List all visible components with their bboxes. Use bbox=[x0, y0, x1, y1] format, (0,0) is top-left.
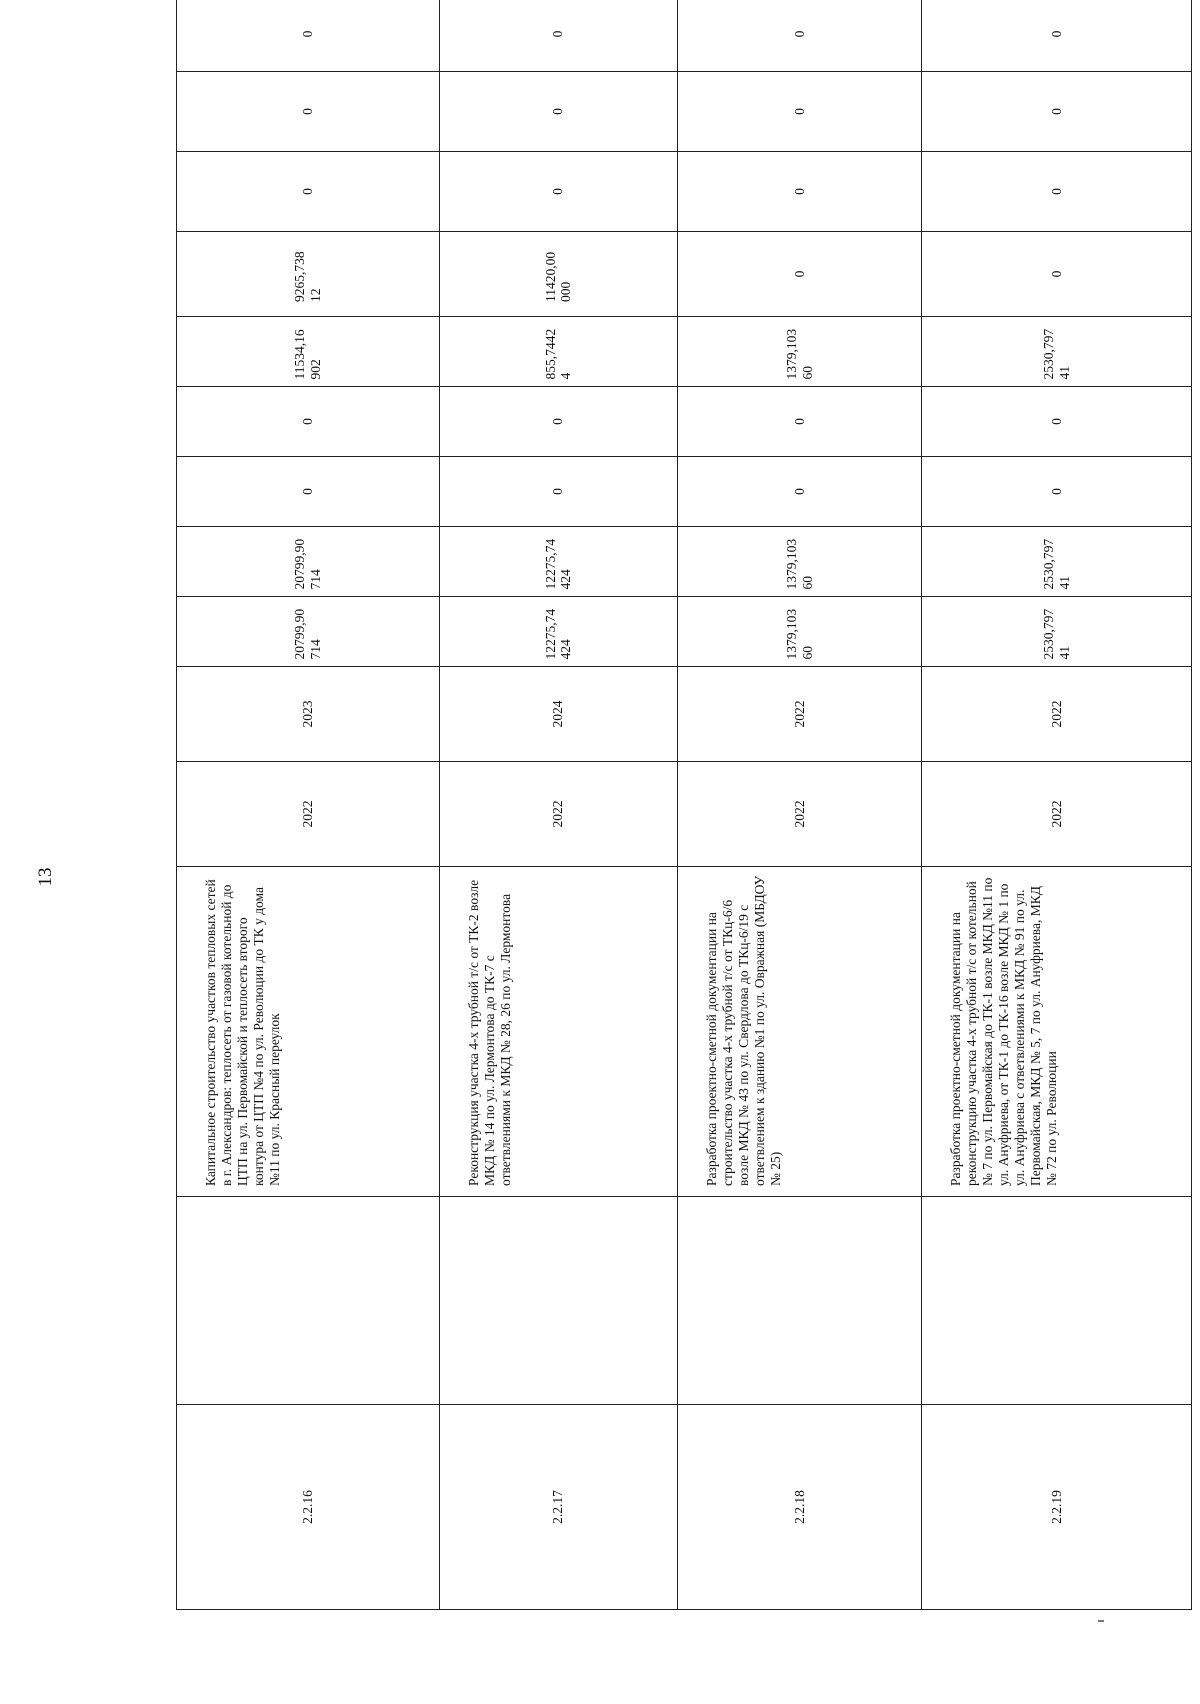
value-cell bbox=[177, 387, 440, 457]
value-text: 1379,10360 bbox=[783, 538, 815, 590]
row-number-cell: 2.2.19 bbox=[922, 1405, 1192, 1610]
year-end-cell: 2022 bbox=[678, 667, 922, 762]
value-text: 12275,74424 bbox=[542, 608, 574, 660]
value-text: 2530,79741 bbox=[1040, 608, 1072, 660]
value-text: 0 bbox=[550, 188, 566, 195]
value-cell bbox=[439, 72, 677, 152]
year-start-cell: 2022 bbox=[439, 762, 677, 867]
value-cell bbox=[439, 597, 677, 667]
value-text: 0 bbox=[550, 30, 566, 38]
measure-name-cell: Разработка проектно-сметной документации на реконструкцию участка 4-х трубной т/с от котельной № 7 по ул. Первомайская до ТК-1 возле МКД №11 по ул. Ануфриева, от ТК-1 до ТК-16 возле МКД № 1 по ул. Ануфриева с ответвлениями к МКД № 91 по ул. Первомайская, МКД № 5, 7 по ул. Ануфриева, МКД № 72 по ул. Революции bbox=[922, 867, 1192, 1197]
value-cell bbox=[922, 387, 1192, 457]
value-cell bbox=[678, 152, 922, 232]
empty-cell bbox=[678, 1197, 922, 1405]
value-text: 0 bbox=[550, 418, 566, 425]
value-text: 0 bbox=[791, 108, 807, 115]
value-cell bbox=[439, 232, 677, 317]
value-text: 11534,16902 bbox=[291, 329, 323, 380]
value-text: 0 bbox=[299, 188, 315, 195]
value-cell bbox=[177, 527, 440, 597]
value-text: 0 bbox=[791, 30, 807, 38]
year-end-cell: 2022 bbox=[922, 667, 1192, 762]
value-text: 20799,90714 bbox=[291, 538, 323, 590]
value-text: 0 bbox=[299, 488, 315, 495]
value-text: 0 bbox=[1048, 30, 1064, 38]
value-cell bbox=[678, 0, 922, 72]
scan-mark bbox=[1098, 1620, 1104, 1622]
value-cell bbox=[678, 387, 922, 457]
value-text: 0 bbox=[550, 108, 566, 115]
value-text: 1379,10360 bbox=[783, 608, 815, 660]
empty-cell bbox=[439, 1197, 677, 1405]
year-start-cell: 2022 bbox=[177, 762, 440, 867]
value-text: 0 bbox=[299, 30, 315, 38]
value-cell bbox=[177, 0, 440, 72]
value-cell bbox=[439, 527, 677, 597]
value-text: 0 bbox=[299, 418, 315, 425]
value-cell bbox=[922, 232, 1192, 317]
value-cell bbox=[177, 597, 440, 667]
value-cell bbox=[922, 317, 1192, 387]
value-cell bbox=[439, 317, 677, 387]
value-cell bbox=[177, 457, 440, 527]
measure-name-cell: Разработка проектно-сметной документации на строительство участка 4-х трубной т/с от ТКц-6/6 возле МКД № 43 по ул. Свердлова до ТКц-6/19 с ответвлением к зданию №1 по ул. Овражная (МБДОУ № 25) bbox=[678, 867, 922, 1197]
row-number-cell: 2.2.18 bbox=[678, 1405, 922, 1610]
empty-cell bbox=[177, 1197, 440, 1405]
table-row bbox=[922, 0, 1192, 1610]
value-text: 0 bbox=[1048, 488, 1064, 495]
value-cell bbox=[678, 72, 922, 152]
year-end-cell: 2023 bbox=[177, 667, 440, 762]
value-text: 0 bbox=[1048, 108, 1064, 115]
value-text: 20799,90714 bbox=[291, 608, 323, 660]
value-text: 0 bbox=[791, 488, 807, 495]
value-text: 0 bbox=[550, 488, 566, 495]
page-number: 13 bbox=[35, 867, 56, 887]
value-text: 0 bbox=[791, 270, 807, 278]
row-number-cell: 2.2.16 bbox=[177, 1405, 440, 1610]
program-measures-table bbox=[176, 0, 1192, 1610]
value-cell bbox=[678, 527, 922, 597]
value-cell bbox=[678, 232, 922, 317]
value-cell bbox=[439, 457, 677, 527]
value-cell bbox=[678, 457, 922, 527]
value-cell bbox=[177, 232, 440, 317]
measure-name-cell: Капитальное строительство участков тепловых сетей в г. Александров: теплосеть от газовой котельной до ЦТП на ул. Первомайской и теплосеть второго контура от ЦТП №4 по ул. Революции до ТК у дома №11 по ул. Красный переулок bbox=[177, 867, 440, 1197]
value-text: 855,74424 bbox=[542, 328, 574, 380]
value-cell bbox=[439, 0, 677, 72]
value-cell bbox=[922, 527, 1192, 597]
value-text: 0 bbox=[791, 418, 807, 425]
empty-cell bbox=[922, 1197, 1192, 1405]
value-cell bbox=[439, 387, 677, 457]
value-text: 1379,10360 bbox=[783, 328, 815, 380]
value-text: 0 bbox=[1048, 418, 1064, 425]
value-cell bbox=[678, 597, 922, 667]
table-row bbox=[678, 0, 922, 1610]
value-cell bbox=[922, 597, 1192, 667]
value-cell bbox=[922, 72, 1192, 152]
value-text: 9265,73812 bbox=[291, 251, 323, 302]
value-cell bbox=[922, 152, 1192, 232]
year-start-cell: 2022 bbox=[678, 762, 922, 867]
rotated-table-container bbox=[176, 30, 1192, 1610]
value-text: 2530,79741 bbox=[1040, 328, 1072, 380]
value-text: 12275,74424 bbox=[542, 538, 574, 590]
value-cell bbox=[439, 152, 677, 232]
value-cell bbox=[922, 457, 1192, 527]
year-start-cell: 2022 bbox=[922, 762, 1192, 867]
row-number-cell: 2.2.17 bbox=[439, 1405, 677, 1610]
measure-name-cell: Реконструкция участка 4-х трубной т/с от ТК-2 возле МКД № 14 по ул. Лермонтова до ТК-7 с ответвлениями к МКД № 28, 26 по ул. Лермонтова bbox=[439, 867, 677, 1197]
value-cell bbox=[177, 317, 440, 387]
value-cell bbox=[177, 152, 440, 232]
value-cell bbox=[678, 317, 922, 387]
value-cell bbox=[922, 0, 1192, 72]
table-row bbox=[439, 0, 677, 1610]
value-text: 0 bbox=[1048, 270, 1064, 278]
value-text: 0 bbox=[791, 188, 807, 195]
value-text: 2530,79741 bbox=[1040, 538, 1072, 590]
value-text: 11420,00000 bbox=[542, 251, 574, 302]
table-row bbox=[177, 0, 440, 1610]
year-end-cell: 2024 bbox=[439, 667, 677, 762]
value-text: 0 bbox=[1048, 188, 1064, 195]
value-text: 0 bbox=[299, 108, 315, 115]
value-cell bbox=[177, 72, 440, 152]
